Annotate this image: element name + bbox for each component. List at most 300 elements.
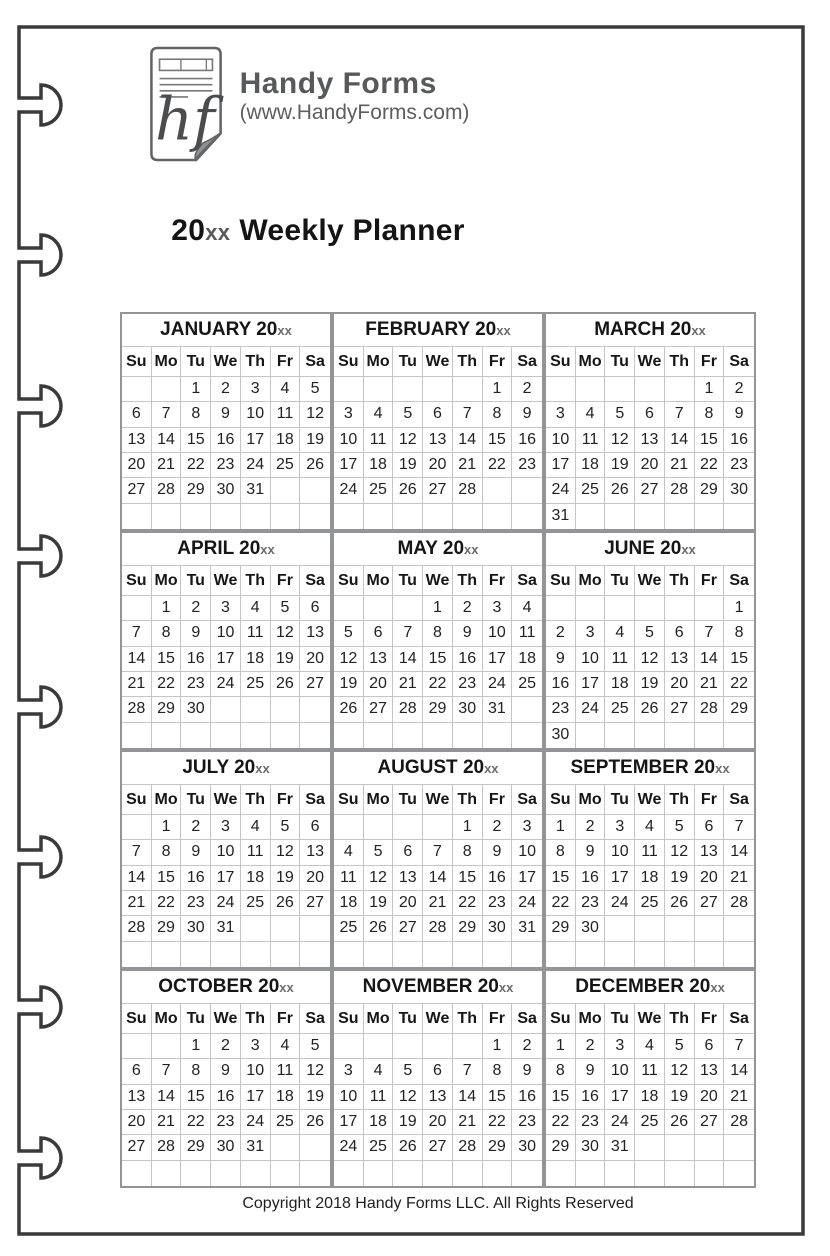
day-cell: 25 <box>271 453 301 478</box>
day-cell: 20 <box>122 1110 152 1135</box>
week-row <box>122 402 330 427</box>
day-cell <box>453 377 483 402</box>
day-cell: 26 <box>665 891 695 916</box>
weekday-label: Th <box>453 1004 483 1034</box>
weeks <box>334 377 542 529</box>
day-cell <box>393 596 423 621</box>
weekday-label: Sa <box>300 1004 330 1034</box>
title-year-suffix: xx <box>205 220 231 245</box>
day-cell <box>122 596 152 621</box>
day-cell: 27 <box>122 478 152 503</box>
day-cell <box>122 377 152 402</box>
day-cell <box>665 377 695 402</box>
day-cell: 24 <box>334 1135 364 1160</box>
day-cell: 12 <box>605 428 635 453</box>
day-cell: 17 <box>605 1085 635 1110</box>
weekday-label: Tu <box>393 347 423 377</box>
month-title: OCTOBER 20xx <box>122 971 330 1004</box>
title-label: Weekly Planner <box>239 214 465 247</box>
weekday-label: Fr <box>483 785 513 815</box>
day-cell: 1 <box>423 596 453 621</box>
day-cell: 30 <box>181 697 211 722</box>
day-cell: 25 <box>271 1110 301 1135</box>
day-cell: 8 <box>483 1059 513 1084</box>
day-cell: 3 <box>241 377 271 402</box>
day-cell: 14 <box>122 647 152 672</box>
day-cell: 26 <box>300 453 330 478</box>
day-cell: 21 <box>724 866 754 891</box>
day-cell: 12 <box>393 428 423 453</box>
logo <box>0 46 626 162</box>
day-cell <box>211 1161 241 1186</box>
weekday-label: Th <box>453 566 483 596</box>
week-row <box>546 942 754 967</box>
day-cell: 25 <box>576 478 606 503</box>
day-cell: 15 <box>181 428 211 453</box>
day-cell: 21 <box>724 1085 754 1110</box>
day-cell: 28 <box>453 478 483 503</box>
day-cell <box>576 1161 606 1186</box>
day-cell: 25 <box>241 891 271 916</box>
day-cell: 31 <box>241 478 271 503</box>
day-cell: 19 <box>300 428 330 453</box>
day-cell <box>181 942 211 967</box>
day-cell <box>605 723 635 748</box>
weekday-label: Su <box>122 785 152 815</box>
day-cell: 28 <box>122 916 152 941</box>
weekday-label: Th <box>665 1004 695 1034</box>
day-cell: 15 <box>152 866 182 891</box>
day-cell: 4 <box>241 596 271 621</box>
weekday-label: Fr <box>483 347 513 377</box>
day-cell <box>300 942 330 967</box>
weekday-header-row <box>122 785 330 815</box>
weekday-label: Fr <box>271 785 301 815</box>
day-cell: 16 <box>211 428 241 453</box>
day-cell: 20 <box>122 453 152 478</box>
week-row <box>546 453 754 478</box>
day-cell: 3 <box>334 1059 364 1084</box>
weekday-label: Tu <box>605 1004 635 1034</box>
day-cell: 23 <box>576 891 606 916</box>
day-cell: 12 <box>393 1085 423 1110</box>
day-cell: 24 <box>605 891 635 916</box>
day-cell: 8 <box>181 1059 211 1084</box>
day-cell: 23 <box>512 1110 542 1135</box>
weeks <box>334 1034 542 1186</box>
day-cell: 15 <box>423 647 453 672</box>
day-cell: 16 <box>512 428 542 453</box>
day-cell: 20 <box>364 672 394 697</box>
day-cell: 22 <box>546 891 576 916</box>
day-cell: 10 <box>211 840 241 865</box>
day-cell: 6 <box>393 840 423 865</box>
day-cell <box>271 723 301 748</box>
weekday-label: Sa <box>512 566 542 596</box>
week-row <box>546 815 754 840</box>
week-row <box>122 428 330 453</box>
month-title: NOVEMBER 20xx <box>334 971 542 1004</box>
day-cell: 11 <box>576 428 606 453</box>
day-cell: 5 <box>665 815 695 840</box>
day-cell <box>665 942 695 967</box>
weekday-label: Sa <box>512 785 542 815</box>
day-cell: 13 <box>364 647 394 672</box>
day-cell <box>423 1034 453 1059</box>
day-cell: 12 <box>271 621 301 646</box>
day-cell: 13 <box>122 1085 152 1110</box>
day-cell: 30 <box>181 916 211 941</box>
day-cell: 2 <box>576 1034 606 1059</box>
day-cell: 10 <box>241 1059 271 1084</box>
day-cell: 17 <box>211 866 241 891</box>
day-cell: 18 <box>271 428 301 453</box>
weekday-label: Mo <box>364 1004 394 1034</box>
weekday-label: Sa <box>300 785 330 815</box>
day-cell: 28 <box>695 697 725 722</box>
day-cell <box>181 723 211 748</box>
month-january <box>120 312 332 531</box>
weekday-label: Mo <box>576 785 606 815</box>
day-cell: 23 <box>724 453 754 478</box>
day-cell: 20 <box>635 453 665 478</box>
day-cell: 21 <box>695 672 725 697</box>
day-cell: 5 <box>271 815 301 840</box>
day-cell: 18 <box>241 647 271 672</box>
day-cell: 4 <box>635 1034 665 1059</box>
day-cell: 14 <box>122 866 152 891</box>
weekday-label: Th <box>241 785 271 815</box>
month-title: JANUARY 20xx <box>122 314 330 347</box>
day-cell <box>512 478 542 503</box>
week-row <box>122 504 330 529</box>
day-cell: 16 <box>546 672 576 697</box>
weekday-label: Fr <box>271 566 301 596</box>
day-cell: 5 <box>665 1034 695 1059</box>
day-cell: 19 <box>271 866 301 891</box>
day-cell: 14 <box>423 866 453 891</box>
day-cell: 7 <box>122 840 152 865</box>
day-cell: 29 <box>152 697 182 722</box>
weekday-label: Tu <box>605 347 635 377</box>
week-row <box>334 478 542 503</box>
weekday-label: Tu <box>181 785 211 815</box>
day-cell <box>695 916 725 941</box>
day-cell: 6 <box>122 1059 152 1084</box>
weekday-label: Tu <box>393 566 423 596</box>
day-cell <box>334 596 364 621</box>
day-cell: 10 <box>483 621 513 646</box>
week-row <box>122 916 330 941</box>
weeks <box>122 1034 330 1186</box>
day-cell: 28 <box>393 697 423 722</box>
weeks <box>122 596 330 748</box>
weeks <box>546 596 754 748</box>
day-cell <box>364 504 394 529</box>
weekday-label: Su <box>122 1004 152 1034</box>
day-cell: 9 <box>181 840 211 865</box>
weekday-label: We <box>211 785 241 815</box>
day-cell: 2 <box>724 377 754 402</box>
weekday-label: Mo <box>152 785 182 815</box>
day-cell: 10 <box>241 402 271 427</box>
day-cell: 24 <box>334 478 364 503</box>
day-cell: 29 <box>453 916 483 941</box>
day-cell: 17 <box>334 453 364 478</box>
day-cell: 9 <box>181 621 211 646</box>
day-cell <box>665 596 695 621</box>
month-april <box>120 531 332 750</box>
week-row <box>334 1034 542 1059</box>
day-cell: 19 <box>605 453 635 478</box>
day-cell: 17 <box>576 672 606 697</box>
day-cell <box>423 377 453 402</box>
day-cell <box>364 1034 394 1059</box>
day-cell: 20 <box>300 866 330 891</box>
day-cell: 4 <box>576 402 606 427</box>
day-cell <box>152 504 182 529</box>
weekday-label: Sa <box>300 347 330 377</box>
day-cell: 14 <box>393 647 423 672</box>
day-cell: 7 <box>695 621 725 646</box>
day-cell <box>364 377 394 402</box>
weekday-label: We <box>423 785 453 815</box>
week-row <box>546 916 754 941</box>
day-cell <box>364 815 394 840</box>
day-cell <box>453 1034 483 1059</box>
day-cell <box>122 815 152 840</box>
day-cell <box>271 504 301 529</box>
day-cell: 8 <box>423 621 453 646</box>
day-cell <box>635 723 665 748</box>
day-cell: 3 <box>483 596 513 621</box>
day-cell <box>334 723 364 748</box>
weekday-label: Fr <box>695 347 725 377</box>
day-cell: 23 <box>453 672 483 697</box>
weekday-label: Mo <box>364 566 394 596</box>
day-cell: 14 <box>152 1085 182 1110</box>
day-cell <box>334 1034 364 1059</box>
weekday-label: Su <box>546 1004 576 1034</box>
copyright-notice: Copyright 2018 Handy Forms LLC. All Rights Reserved <box>242 1195 634 1212</box>
weekday-label: Th <box>453 785 483 815</box>
day-cell: 8 <box>152 621 182 646</box>
day-cell: 2 <box>453 596 483 621</box>
day-cell: 8 <box>152 840 182 865</box>
day-cell: 11 <box>271 402 301 427</box>
day-cell <box>364 596 394 621</box>
weekday-label: Sa <box>724 1004 754 1034</box>
day-cell: 26 <box>271 891 301 916</box>
month-title: FEBRUARY 20xx <box>334 314 542 347</box>
day-cell: 15 <box>546 1085 576 1110</box>
day-cell: 7 <box>423 840 453 865</box>
day-cell: 31 <box>483 697 513 722</box>
day-cell <box>695 942 725 967</box>
day-cell <box>512 697 542 722</box>
day-cell <box>423 1161 453 1186</box>
day-cell: 21 <box>393 672 423 697</box>
week-row <box>334 453 542 478</box>
month-title: JULY 20xx <box>122 752 330 785</box>
day-cell <box>695 723 725 748</box>
day-cell: 13 <box>635 428 665 453</box>
week-row <box>334 377 542 402</box>
week-row <box>334 723 542 748</box>
day-cell: 27 <box>122 1135 152 1160</box>
day-cell: 3 <box>605 1034 635 1059</box>
day-cell: 18 <box>512 647 542 672</box>
day-cell: 11 <box>271 1059 301 1084</box>
day-cell: 19 <box>665 866 695 891</box>
day-cell: 22 <box>152 891 182 916</box>
day-cell <box>605 504 635 529</box>
weekday-label: Th <box>241 347 271 377</box>
day-cell: 24 <box>546 478 576 503</box>
day-cell: 3 <box>576 621 606 646</box>
day-cell <box>211 942 241 967</box>
week-row <box>546 672 754 697</box>
day-cell: 21 <box>453 453 483 478</box>
day-cell: 21 <box>152 1110 182 1135</box>
day-cell: 9 <box>211 1059 241 1084</box>
day-cell: 26 <box>364 916 394 941</box>
week-row <box>546 1034 754 1059</box>
day-cell: 1 <box>453 815 483 840</box>
day-cell: 12 <box>334 647 364 672</box>
weekday-label: Mo <box>364 347 394 377</box>
day-cell <box>364 723 394 748</box>
week-row <box>122 647 330 672</box>
day-cell <box>576 723 606 748</box>
weekday-label: Fr <box>483 566 513 596</box>
month-november <box>332 969 544 1188</box>
week-row <box>334 1110 542 1135</box>
day-cell: 13 <box>122 428 152 453</box>
weekday-label: Mo <box>152 347 182 377</box>
week-row <box>334 891 542 916</box>
day-cell <box>241 723 271 748</box>
day-cell: 16 <box>483 866 513 891</box>
day-cell: 10 <box>211 621 241 646</box>
day-cell: 6 <box>300 596 330 621</box>
day-cell: 1 <box>152 596 182 621</box>
weekday-header-row <box>546 785 754 815</box>
day-cell: 16 <box>512 1085 542 1110</box>
week-row <box>122 377 330 402</box>
day-cell: 30 <box>724 478 754 503</box>
day-cell: 31 <box>211 916 241 941</box>
day-cell: 28 <box>152 478 182 503</box>
weekday-label: We <box>635 566 665 596</box>
day-cell: 2 <box>181 596 211 621</box>
week-row <box>122 723 330 748</box>
day-cell <box>605 1161 635 1186</box>
weekday-label: Tu <box>181 347 211 377</box>
day-cell <box>665 1161 695 1186</box>
day-cell: 6 <box>122 402 152 427</box>
day-cell: 25 <box>241 672 271 697</box>
day-cell: 7 <box>724 1034 754 1059</box>
week-row <box>334 942 542 967</box>
day-cell: 5 <box>393 1059 423 1084</box>
week-row <box>334 647 542 672</box>
day-cell: 31 <box>241 1135 271 1160</box>
day-cell: 26 <box>271 672 301 697</box>
logo-monogram: hf <box>154 84 215 154</box>
day-cell <box>241 942 271 967</box>
day-cell: 16 <box>453 647 483 672</box>
day-cell: 26 <box>334 697 364 722</box>
weekday-header-row <box>334 566 542 596</box>
day-cell: 29 <box>724 697 754 722</box>
day-cell: 8 <box>546 840 576 865</box>
day-cell: 23 <box>512 453 542 478</box>
day-cell <box>724 1161 754 1186</box>
day-cell <box>576 377 606 402</box>
weekday-label: Tu <box>181 566 211 596</box>
weekday-label: Mo <box>576 1004 606 1034</box>
day-cell: 22 <box>152 672 182 697</box>
day-cell: 31 <box>512 916 542 941</box>
week-row <box>122 891 330 916</box>
day-cell: 7 <box>453 402 483 427</box>
weekday-label: Tu <box>605 566 635 596</box>
day-cell <box>546 942 576 967</box>
day-cell: 20 <box>695 1085 725 1110</box>
month-february <box>332 312 544 531</box>
day-cell: 27 <box>635 478 665 503</box>
day-cell: 30 <box>483 916 513 941</box>
day-cell: 21 <box>122 672 152 697</box>
day-cell: 16 <box>576 866 606 891</box>
weekday-label: Fr <box>483 1004 513 1034</box>
day-cell: 25 <box>364 478 394 503</box>
day-cell: 1 <box>181 1034 211 1059</box>
week-row <box>334 402 542 427</box>
week-row <box>546 1085 754 1110</box>
day-cell: 18 <box>241 866 271 891</box>
day-cell: 6 <box>300 815 330 840</box>
day-cell <box>695 1135 725 1160</box>
day-cell: 15 <box>695 428 725 453</box>
weeks <box>546 815 754 967</box>
weekday-label: Sa <box>724 566 754 596</box>
day-cell <box>483 478 513 503</box>
day-cell: 3 <box>546 402 576 427</box>
day-cell: 9 <box>512 1059 542 1084</box>
day-cell: 23 <box>576 1110 606 1135</box>
day-cell: 14 <box>724 1059 754 1084</box>
day-cell <box>695 504 725 529</box>
day-cell <box>724 916 754 941</box>
day-cell: 5 <box>334 621 364 646</box>
month-title: MAY 20xx <box>334 533 542 566</box>
day-cell: 2 <box>211 1034 241 1059</box>
day-cell: 30 <box>546 723 576 748</box>
day-cell: 19 <box>665 1085 695 1110</box>
weekday-label: Su <box>334 785 364 815</box>
weeks <box>546 1034 754 1186</box>
day-cell: 30 <box>576 916 606 941</box>
weekday-label: We <box>211 347 241 377</box>
day-cell: 3 <box>211 815 241 840</box>
month-october <box>120 969 332 1188</box>
week-row <box>334 697 542 722</box>
weekday-label: Su <box>122 347 152 377</box>
weekday-label: Sa <box>724 347 754 377</box>
week-row <box>546 596 754 621</box>
